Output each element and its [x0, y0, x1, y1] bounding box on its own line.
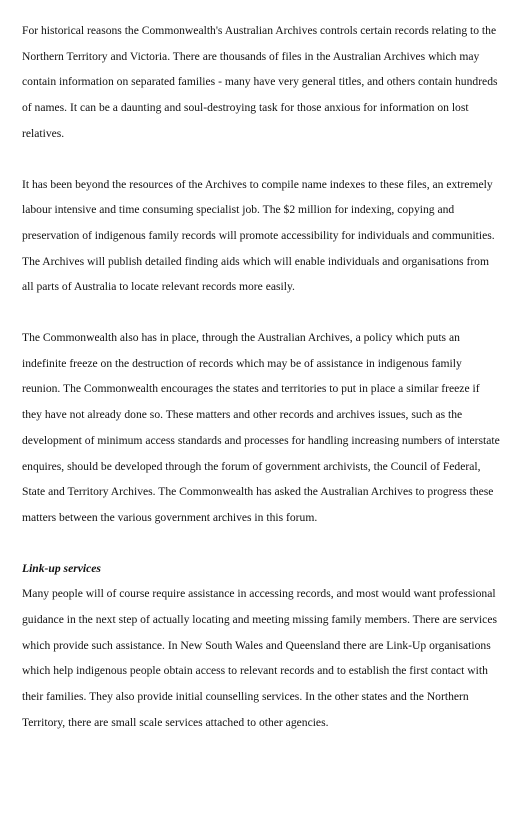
paragraph-records-freeze: The Commonwealth also has in place, through the Australian Archives, a policy which puts an indefinite freeze on the destruction of records which may be of assistance in indigenous family reunion. The Commonwealth encourages the states and territories to put in place a similar freeze if they have not already done so. These matters and other records and archives issues, such as the development of minimum access standards and processes for handling increasing numbers of interstate enquires, should be developed through the forum of government archivists, the Council of Federal, State and Territory Archives. The Commonwealth has asked the Australian Archives to progress these matters between the various government archives in this forum.: [22, 331, 500, 524]
paragraph-archives-control: For historical reasons the Commonwealth's Australian Archives controls certain records relating to the Northern Territory and Victoria. There are thousands of files in the Australian Archives which may contain information on separated families - many have very general titles, and others contain hundreds of names. It can be a daunting and soul-destroying task for those anxious for information on lost relatives.: [22, 24, 498, 140]
paragraph-name-indexes: It has been beyond the resources of the Archives to compile name indexes to these files, an extremely labour intensive and time consuming specialist job. The $2 million for indexing, copying and preservation of indigenous family records will promote accessibility for individuals and communities. The Archives will publish detailed finding aids which will enable individuals and organisations from all parts of Australia to locate relevant records more easily.: [22, 177, 495, 294]
paragraph-link-up-services: Many people will of course require assistance in accessing records, and most would want professional guidance in the next step of actually locating and meeting missing family members. There are services which provide such assistance. In New South Wales and Queensland there are Link-Up organisations which help indigenous people obtain access to relevant records and to establish the first contact with their families. They also provide initial counselling services. In the other states and the Northern Territory, there are small scale services attached to other agencies.: [22, 587, 497, 729]
section-heading-link-up: Link-up services: [22, 561, 101, 575]
document-page: [22, 18, 502, 761]
